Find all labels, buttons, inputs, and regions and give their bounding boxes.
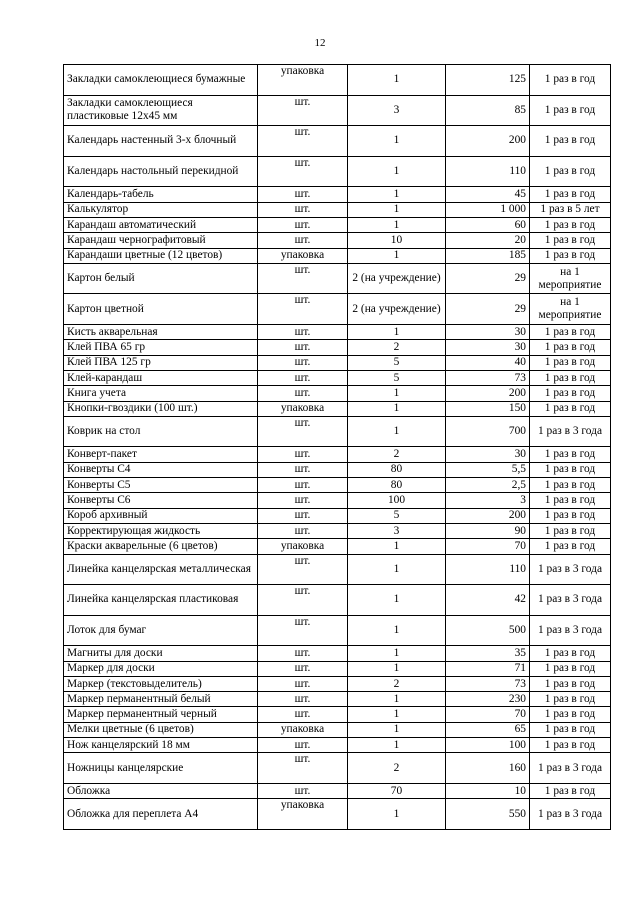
- quantity-cell: 1: [348, 248, 446, 263]
- unit-cell: упаковка: [258, 65, 348, 96]
- price-cell: 71: [446, 661, 530, 676]
- price-cell: 200: [446, 508, 530, 523]
- frequency-cell: 1 раз в год: [530, 401, 611, 416]
- price-cell: 160: [446, 753, 530, 784]
- table-row: [64, 248, 611, 263]
- frequency-cell: 1 раз в 3 года: [530, 615, 611, 646]
- frequency-cell: 1 раз в год: [530, 386, 611, 401]
- quantity-cell: 1: [348, 325, 446, 340]
- price-cell: 73: [446, 676, 530, 691]
- price-cell: 150: [446, 401, 530, 416]
- price-cell: 20: [446, 233, 530, 248]
- price-cell: 35: [446, 646, 530, 661]
- table-row: [64, 95, 611, 126]
- item-name-cell: Ножницы канцелярские: [64, 753, 258, 784]
- frequency-cell: 1 раз в год: [530, 707, 611, 722]
- item-name-cell: Конверты С4: [64, 462, 258, 477]
- item-name-cell: Клей ПВА 65 гр: [64, 340, 258, 355]
- quantity-cell: 70: [348, 783, 446, 798]
- quantity-cell: 2: [348, 676, 446, 691]
- frequency-cell: на 1 мероприятие: [530, 263, 611, 294]
- unit-cell: шт.: [258, 370, 348, 385]
- item-name-cell: Карандаш автоматический: [64, 217, 258, 232]
- quantity-cell: 1: [348, 692, 446, 707]
- quantity-cell: 2: [348, 340, 446, 355]
- table-row: [64, 233, 611, 248]
- table-row: [64, 676, 611, 691]
- unit-cell: шт.: [258, 263, 348, 294]
- unit-cell: шт.: [258, 340, 348, 355]
- price-cell: 200: [446, 126, 530, 157]
- item-name-cell: Маркер для доски: [64, 661, 258, 676]
- quantity-cell: 80: [348, 462, 446, 477]
- unit-cell: шт.: [258, 508, 348, 523]
- unit-cell: упаковка: [258, 799, 348, 830]
- table-row: [64, 355, 611, 370]
- table-row: [64, 799, 611, 830]
- unit-cell: шт.: [258, 202, 348, 217]
- quantity-cell: 1: [348, 661, 446, 676]
- item-name-cell: Магниты для доски: [64, 646, 258, 661]
- unit-cell: шт.: [258, 386, 348, 401]
- table-row: [64, 386, 611, 401]
- frequency-cell: 1 раз в год: [530, 676, 611, 691]
- unit-cell: шт.: [258, 447, 348, 462]
- price-cell: 73: [446, 370, 530, 385]
- unit-cell: шт.: [258, 325, 348, 340]
- item-name-cell: Карандаши цветные (12 цветов): [64, 248, 258, 263]
- price-cell: 42: [446, 585, 530, 616]
- item-name-cell: Мелки цветные (6 цветов): [64, 722, 258, 737]
- item-name-cell: Линейка канцелярская пластиковая: [64, 585, 258, 616]
- frequency-cell: 1 раз в год: [530, 478, 611, 493]
- price-cell: 5,5: [446, 462, 530, 477]
- quantity-cell: 1: [348, 416, 446, 447]
- price-cell: 29: [446, 263, 530, 294]
- unit-cell: шт.: [258, 615, 348, 646]
- quantity-cell: 5: [348, 355, 446, 370]
- price-cell: 30: [446, 325, 530, 340]
- price-cell: 60: [446, 217, 530, 232]
- quantity-cell: 1: [348, 554, 446, 585]
- frequency-cell: 1 раз в год: [530, 508, 611, 523]
- quantity-cell: 5: [348, 370, 446, 385]
- price-cell: 45: [446, 187, 530, 202]
- unit-cell: шт.: [258, 738, 348, 753]
- unit-cell: шт.: [258, 753, 348, 784]
- frequency-cell: 1 раз в год: [530, 661, 611, 676]
- item-name-cell: Короб архивный: [64, 508, 258, 523]
- table-row: [64, 263, 611, 294]
- frequency-cell: 1 раз в 3 года: [530, 554, 611, 585]
- frequency-cell: 1 раз в год: [530, 355, 611, 370]
- table-row: [64, 585, 611, 616]
- quantity-cell: 1: [348, 615, 446, 646]
- item-name-cell: Картон цветной: [64, 294, 258, 325]
- unit-cell: шт.: [258, 523, 348, 538]
- item-name-cell: Маркер (текстовыделитель): [64, 676, 258, 691]
- item-name-cell: Конверты С6: [64, 493, 258, 508]
- frequency-cell: 1 раз в год: [530, 783, 611, 798]
- quantity-cell: 2: [348, 753, 446, 784]
- item-name-cell: Маркер перманентный белый: [64, 692, 258, 707]
- unit-cell: шт.: [258, 126, 348, 157]
- frequency-cell: 1 раз в год: [530, 340, 611, 355]
- table-row: [64, 554, 611, 585]
- price-cell: 40: [446, 355, 530, 370]
- unit-cell: упаковка: [258, 401, 348, 416]
- item-name-cell: Кисть акварельная: [64, 325, 258, 340]
- frequency-cell: 1 раз в год: [530, 325, 611, 340]
- table-row: [64, 325, 611, 340]
- table-row: [64, 738, 611, 753]
- item-name-cell: Конверты С5: [64, 478, 258, 493]
- price-cell: 200: [446, 386, 530, 401]
- table-row: [64, 202, 611, 217]
- frequency-cell: 1 раз в год: [530, 233, 611, 248]
- frequency-cell: 1 раз в год: [530, 447, 611, 462]
- table-row: [64, 646, 611, 661]
- table-row: [64, 478, 611, 493]
- price-cell: 70: [446, 539, 530, 554]
- unit-cell: шт.: [258, 661, 348, 676]
- quantity-cell: 1: [348, 156, 446, 187]
- frequency-cell: 1 раз в год: [530, 65, 611, 96]
- unit-cell: шт.: [258, 707, 348, 722]
- price-cell: 30: [446, 340, 530, 355]
- item-name-cell: Коврик на стол: [64, 416, 258, 447]
- frequency-cell: 1 раз в 3 года: [530, 416, 611, 447]
- quantity-cell: 5: [348, 508, 446, 523]
- quantity-cell: 2 (на учреждение): [348, 263, 446, 294]
- quantity-cell: 80: [348, 478, 446, 493]
- quantity-cell: 1: [348, 738, 446, 753]
- supplies-table-body: [64, 65, 611, 830]
- unit-cell: шт.: [258, 156, 348, 187]
- quantity-cell: 1: [348, 65, 446, 96]
- unit-cell: шт.: [258, 355, 348, 370]
- table-row: [64, 707, 611, 722]
- unit-cell: шт.: [258, 187, 348, 202]
- quantity-cell: 1: [348, 187, 446, 202]
- table-row: [64, 661, 611, 676]
- quantity-cell: 1: [348, 539, 446, 554]
- item-name-cell: Книга учета: [64, 386, 258, 401]
- price-cell: 700: [446, 416, 530, 447]
- price-cell: 10: [446, 783, 530, 798]
- frequency-cell: 1 раз в 5 лет: [530, 202, 611, 217]
- quantity-cell: 1: [348, 585, 446, 616]
- unit-cell: упаковка: [258, 722, 348, 737]
- table-row: [64, 523, 611, 538]
- frequency-cell: 1 раз в год: [530, 738, 611, 753]
- table-row: [64, 462, 611, 477]
- table-row: [64, 508, 611, 523]
- price-cell: 2,5: [446, 478, 530, 493]
- frequency-cell: 1 раз в год: [530, 646, 611, 661]
- unit-cell: шт.: [258, 554, 348, 585]
- item-name-cell: Закладки самоклеющиеся бумажные: [64, 65, 258, 96]
- table-row: [64, 187, 611, 202]
- price-cell: 110: [446, 156, 530, 187]
- unit-cell: шт.: [258, 478, 348, 493]
- item-name-cell: Калькулятор: [64, 202, 258, 217]
- unit-cell: шт.: [258, 783, 348, 798]
- item-name-cell: Линейка канцелярская металлическая: [64, 554, 258, 585]
- unit-cell: шт.: [258, 493, 348, 508]
- frequency-cell: 1 раз в год: [530, 95, 611, 126]
- item-name-cell: Маркер перманентный черный: [64, 707, 258, 722]
- unit-cell: шт.: [258, 692, 348, 707]
- table-row: [64, 294, 611, 325]
- unit-cell: шт.: [258, 416, 348, 447]
- table-row: [64, 722, 611, 737]
- table-row: [64, 156, 611, 187]
- item-name-cell: Обложка: [64, 783, 258, 798]
- price-cell: 500: [446, 615, 530, 646]
- quantity-cell: 1: [348, 401, 446, 416]
- item-name-cell: Клей-карандаш: [64, 370, 258, 385]
- item-name-cell: Карандаш чернографитовый: [64, 233, 258, 248]
- quantity-cell: 1: [348, 126, 446, 157]
- table-row: [64, 340, 611, 355]
- price-cell: 550: [446, 799, 530, 830]
- unit-cell: шт.: [258, 95, 348, 126]
- frequency-cell: 1 раз в год: [530, 493, 611, 508]
- table-row: [64, 753, 611, 784]
- quantity-cell: 1: [348, 646, 446, 661]
- unit-cell: шт.: [258, 233, 348, 248]
- frequency-cell: 1 раз в год: [530, 523, 611, 538]
- quantity-cell: 3: [348, 95, 446, 126]
- frequency-cell: 1 раз в год: [530, 187, 611, 202]
- item-name-cell: Календарь-табель: [64, 187, 258, 202]
- item-name-cell: Краски акварельные (6 цветов): [64, 539, 258, 554]
- table-row: [64, 370, 611, 385]
- item-name-cell: Закладки самоклеющиеся пластиковые 12х45 мм: [64, 95, 258, 126]
- quantity-cell: 10: [348, 233, 446, 248]
- unit-cell: упаковка: [258, 248, 348, 263]
- item-name-cell: Картон белый: [64, 263, 258, 294]
- price-cell: 230: [446, 692, 530, 707]
- frequency-cell: 1 раз в 3 года: [530, 753, 611, 784]
- supplies-table: [63, 64, 611, 830]
- quantity-cell: 1: [348, 707, 446, 722]
- table-row: [64, 416, 611, 447]
- unit-cell: шт.: [258, 294, 348, 325]
- table-row: [64, 692, 611, 707]
- price-cell: 100: [446, 738, 530, 753]
- price-cell: 70: [446, 707, 530, 722]
- table-row: [64, 493, 611, 508]
- item-name-cell: Корректирующая жидкость: [64, 523, 258, 538]
- quantity-cell: 1: [348, 202, 446, 217]
- item-name-cell: Конверт-пакет: [64, 447, 258, 462]
- price-cell: 110: [446, 554, 530, 585]
- item-name-cell: Клей ПВА 125 гр: [64, 355, 258, 370]
- item-name-cell: Лоток для бумаг: [64, 615, 258, 646]
- table-row: [64, 539, 611, 554]
- price-cell: 85: [446, 95, 530, 126]
- quantity-cell: 1: [348, 217, 446, 232]
- item-name-cell: Обложка для переплета А4: [64, 799, 258, 830]
- quantity-cell: 3: [348, 523, 446, 538]
- price-cell: 29: [446, 294, 530, 325]
- page-number: 12: [314, 37, 326, 49]
- table-row: [64, 783, 611, 798]
- unit-cell: шт.: [258, 646, 348, 661]
- frequency-cell: на 1 мероприятие: [530, 294, 611, 325]
- frequency-cell: 1 раз в год: [530, 217, 611, 232]
- table-row: [64, 447, 611, 462]
- frequency-cell: 1 раз в год: [530, 126, 611, 157]
- quantity-cell: 2 (на учреждение): [348, 294, 446, 325]
- frequency-cell: 1 раз в год: [530, 692, 611, 707]
- frequency-cell: 1 раз в 3 года: [530, 799, 611, 830]
- unit-cell: шт.: [258, 585, 348, 616]
- unit-cell: шт.: [258, 676, 348, 691]
- price-cell: 65: [446, 722, 530, 737]
- item-name-cell: Календарь настольный перекидной: [64, 156, 258, 187]
- table-row: [64, 401, 611, 416]
- price-cell: 30: [446, 447, 530, 462]
- unit-cell: упаковка: [258, 539, 348, 554]
- table-row: [64, 126, 611, 157]
- table-row: [64, 217, 611, 232]
- quantity-cell: 1: [348, 386, 446, 401]
- frequency-cell: 1 раз в 3 года: [530, 585, 611, 616]
- item-name-cell: Нож канцелярский 18 мм: [64, 738, 258, 753]
- price-cell: 1 000: [446, 202, 530, 217]
- table-row: [64, 65, 611, 96]
- frequency-cell: 1 раз в год: [530, 248, 611, 263]
- price-cell: 185: [446, 248, 530, 263]
- unit-cell: шт.: [258, 462, 348, 477]
- frequency-cell: 1 раз в год: [530, 462, 611, 477]
- quantity-cell: 1: [348, 722, 446, 737]
- price-cell: 125: [446, 65, 530, 96]
- item-name-cell: Кнопки-гвоздики (100 шт.): [64, 401, 258, 416]
- quantity-cell: 2: [348, 447, 446, 462]
- frequency-cell: 1 раз в год: [530, 370, 611, 385]
- table-row: [64, 615, 611, 646]
- quantity-cell: 100: [348, 493, 446, 508]
- item-name-cell: Календарь настенный 3-х блочный: [64, 126, 258, 157]
- quantity-cell: 1: [348, 799, 446, 830]
- frequency-cell: 1 раз в год: [530, 156, 611, 187]
- price-cell: 90: [446, 523, 530, 538]
- price-cell: 3: [446, 493, 530, 508]
- frequency-cell: 1 раз в год: [530, 722, 611, 737]
- unit-cell: шт.: [258, 217, 348, 232]
- frequency-cell: 1 раз в год: [530, 539, 611, 554]
